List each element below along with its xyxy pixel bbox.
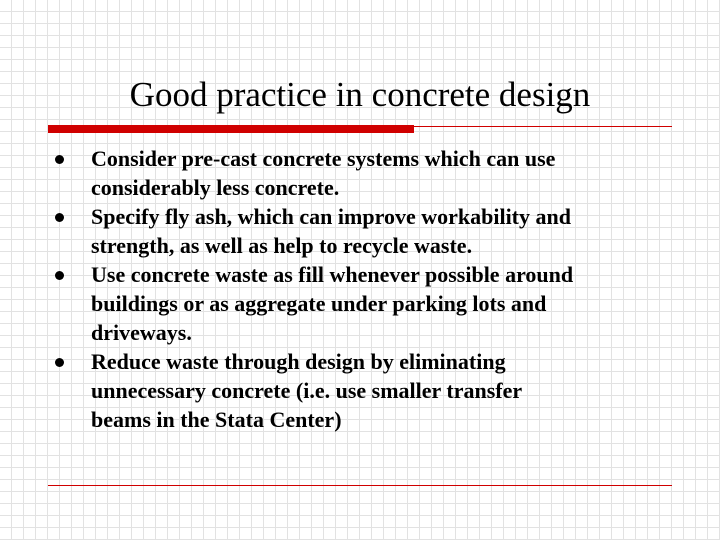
bullet-item bbox=[49, 260, 679, 347]
bullet-dot-icon bbox=[55, 271, 64, 280]
bullet-dot-icon bbox=[55, 358, 64, 367]
bullet-list bbox=[49, 144, 679, 434]
bullet-line: beams in the Stata Center) bbox=[91, 407, 342, 432]
title-underline-accent bbox=[48, 125, 414, 133]
footer-rule bbox=[48, 485, 672, 486]
bullet-line: considerably less concrete. bbox=[91, 175, 340, 200]
bullet-line: driveways. bbox=[91, 320, 192, 345]
bullet-line: Use concrete waste as fill whenever possible around bbox=[91, 262, 574, 287]
bullet-item bbox=[49, 202, 679, 260]
bullet-line: unnecessary concrete (i.e. use smaller transfer bbox=[91, 378, 523, 403]
bullet-line: Reduce waste through design by eliminating bbox=[91, 349, 506, 374]
bullet-line: strength, as well as help to recycle waste. bbox=[91, 233, 473, 258]
slide-title: Good practice in concrete design bbox=[129, 75, 591, 114]
bullet-line: Consider pre-cast concrete systems which can use bbox=[91, 146, 556, 171]
bullet-dot-icon bbox=[55, 213, 64, 222]
bullet-item bbox=[49, 144, 679, 202]
bullet-item bbox=[49, 347, 679, 434]
bullet-line: buildings or as aggregate under parking lots and bbox=[91, 291, 547, 316]
bullet-line: Specify fly ash, which can improve workability and bbox=[91, 204, 571, 229]
bullet-dot-icon bbox=[55, 155, 64, 164]
